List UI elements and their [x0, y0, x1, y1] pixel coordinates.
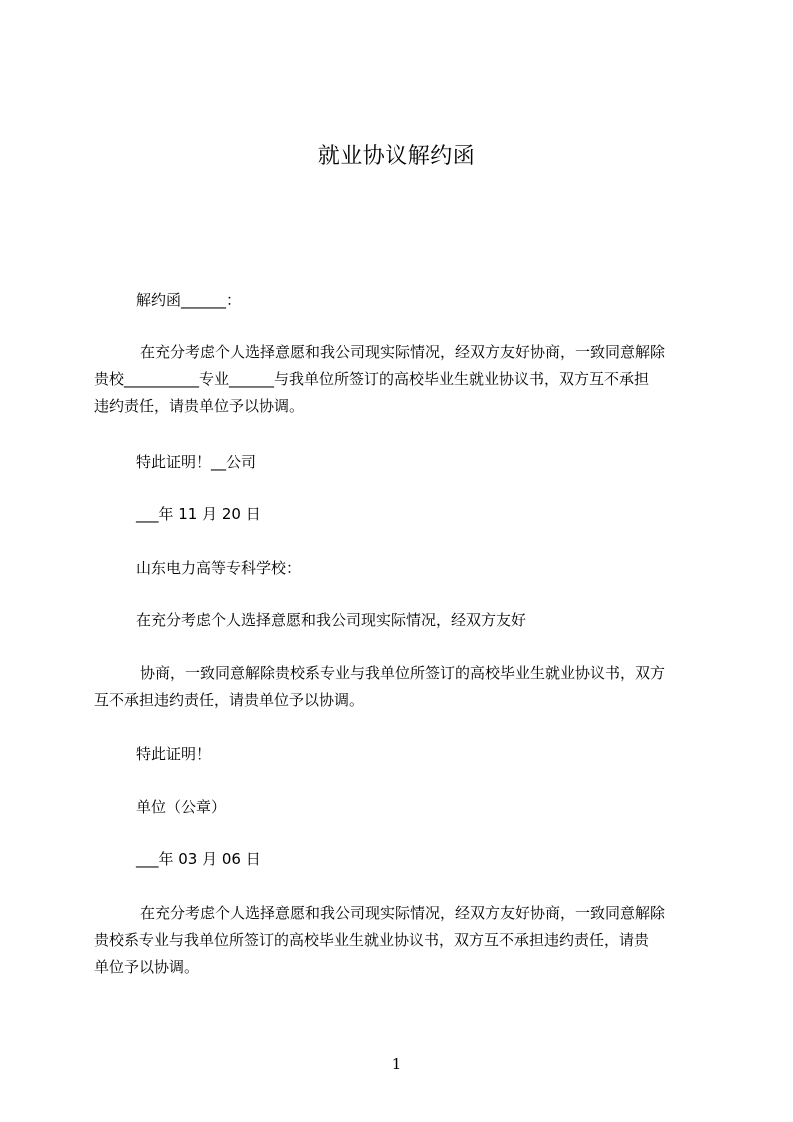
paragraph-line: 在充分考虑个人选择意愿和我公司现实际情况，经双方友好协商，一致同意解除	[140, 904, 666, 922]
paragraph-line: 在充分考虑个人选择意愿和我公司现实际情况，经双方友好	[136, 611, 527, 629]
paragraph-line: 特此证明！__公司	[136, 453, 257, 471]
certification-paragraph-1	[136, 449, 706, 476]
paragraph-line: 单位（公章）	[136, 798, 227, 816]
paragraph-line: 单位予以协调。	[94, 958, 200, 976]
body-paragraph-1	[94, 339, 706, 420]
paragraph-line: 贵校__________专业______与我单位所签订的高校毕业生就业协议书，双方互不承担	[94, 370, 650, 388]
body-paragraph-3	[94, 660, 706, 714]
page-number: 1	[391, 1055, 402, 1073]
date-paragraph-1	[136, 501, 706, 528]
seal-paragraph	[136, 794, 706, 821]
date-paragraph-2	[136, 846, 706, 873]
paragraph-line: 协商，一致同意解除贵校系专业与我单位所签订的高校毕业生就业协议书，双方	[140, 664, 666, 682]
paragraph-line: 违约责任，请贵单位予以协调。	[94, 397, 305, 415]
paragraph-line: 互不承担违约责任，请贵单位予以协调。	[94, 691, 365, 709]
paragraph-line: 贵校系专业与我单位所签订的高校毕业生就业协议书，双方互不承担违约责任，请贵	[94, 931, 650, 949]
recipient-paragraph	[136, 555, 706, 582]
paragraph-line: 特此证明！	[136, 745, 212, 763]
paragraph-line: 在充分考虑个人选择意愿和我公司现实际情况，经双方友好协商，一致同意解除	[140, 343, 666, 361]
paragraph-line: ___年 11 月 20 日	[136, 505, 261, 523]
certification-paragraph-2	[136, 741, 706, 768]
paragraph-line: ___年 03 月 06 日	[136, 850, 261, 868]
body-paragraph-4	[94, 900, 706, 981]
salutation-paragraph	[136, 287, 706, 314]
document-title: 就业协议解约函	[317, 144, 476, 169]
paragraph-line: 山东电力高等专科学校：	[136, 559, 302, 577]
paragraph-line: 解约函______：	[136, 291, 242, 309]
body-paragraph-2	[136, 607, 706, 634]
